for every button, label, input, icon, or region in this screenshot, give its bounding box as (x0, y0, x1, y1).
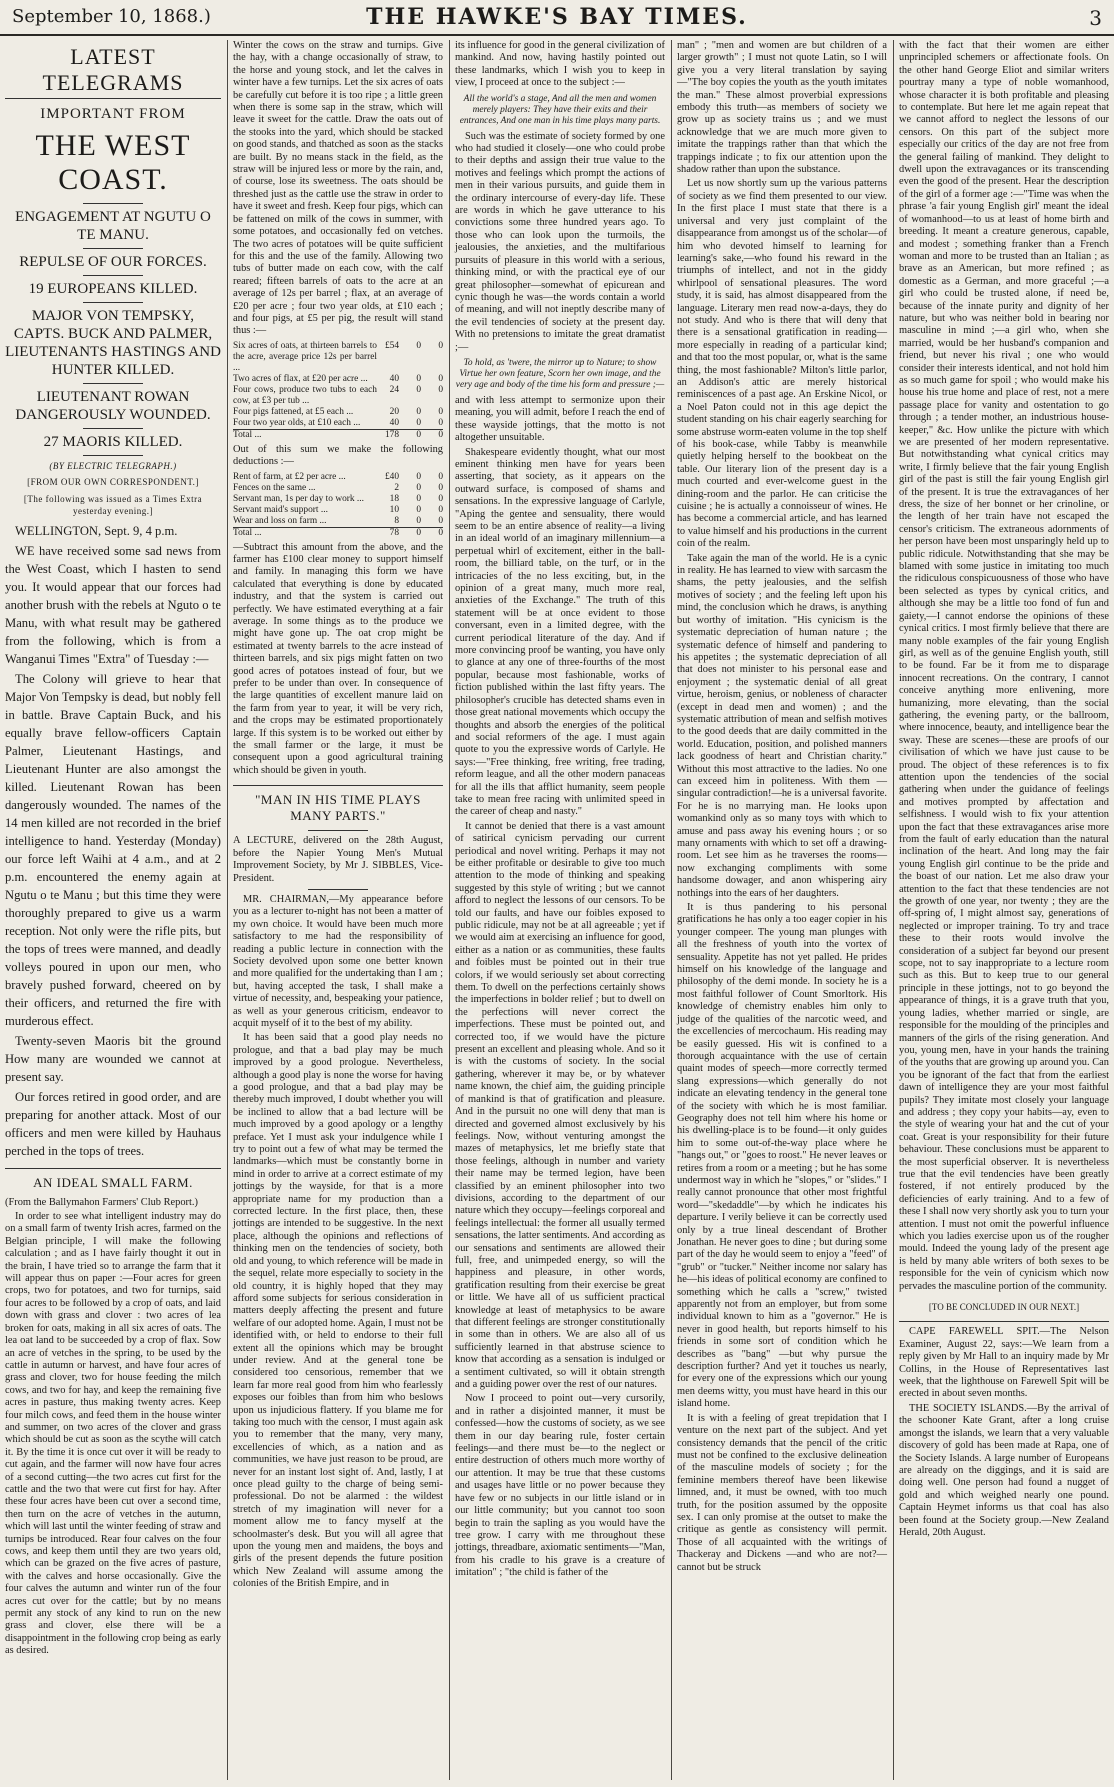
ledger-cell-s: 0 (416, 504, 421, 515)
issue-date: September 10, 1868.) (12, 6, 211, 27)
ledger-cell-item: Fences on the same ... (233, 482, 316, 493)
ledger-cell-item: Four cows, produce two tubs to each cow, at £3 per tub ... (233, 384, 377, 406)
ledger-row (233, 374, 443, 385)
article-paragraph: its influence for good in the general civilization of mankind. And now, having hastily pointed out these landmarks, which I wish you to keep in view, I proceed at once to the subject :— (455, 40, 665, 89)
ledger-cell-l: 78 (377, 527, 399, 539)
ledger-cell-item: Four two year olds, at £10 each ... (233, 417, 361, 428)
ledger-cell-l: 40 (389, 373, 399, 384)
column-1 (0, 40, 226, 1778)
article-source: (From the Ballymahon Farmers' Club Report.) (5, 1196, 198, 1208)
ledger-cell-l: 2 (394, 482, 399, 493)
ledger-row (233, 385, 443, 407)
column-2 (228, 40, 448, 1778)
ledger-cell-d: 0 (438, 384, 443, 395)
ledger-row (233, 483, 443, 494)
ledger-cell-s: 0 (416, 340, 421, 351)
ledger-cell-s: 0 (416, 373, 421, 384)
ledger-cell-l: 40 (389, 417, 399, 428)
masthead (0, 0, 1114, 36)
ledger-cell-s: 0 (416, 493, 421, 504)
ledger-cell-s: 0 (399, 429, 421, 441)
news-item-cape-farewell: CAPE FAREWELL SPIT.—The Nelson Examiner, August 22, says:—We learn from a reply given by Mr Hall to an inquiry made by Mr Collins, in the House of Representatives last week, that the lighthouse on Farewell Spit will be erected in about seven months. (899, 1326, 1109, 1400)
article-paragraph: Let us now shortly sum up the various patterns of society as we find them presented to our view. In the first place I must state that there is a universal and very just complaint of the disappearance from amongst us of the scholar—of him who devoted himself to learning for learning's sake,—who found his reward in the triumphs of intellect, and not in the giddy whirlpool of sensational pleasures. The word study, it is said, has almost disappeared from the language. Literary men read now-a-days, they do not study. And who is there that will deny that there is a sensational gratification in reading—more especially in reading of a particular kind; and that too the most popular, or, what is the same thing, the most fashionable? Milton's little parlor, an Addison's attic are merely historical reminiscences of a past age. An Erskine Nicol, or a Noel Paton could not in this age depict the student standing on his chair eagerly searching for some abstruse worm-eaten volume in the top shelf of his book-case, while Tabby is meanwhile quietly helping herself to the bookbeat on the table. Our literary lion of the present day is a much courted and ever-welcome guest in the dining-room and the parlor. He can criticise the cuisine ; he is actually a connoisseur of wines. He has become a commercial article, and has learned to value himself and his productions in the current coin of the realm. (677, 178, 887, 550)
ledger-row (233, 407, 443, 418)
article-paragraph: with the fact that their women are either unprincipled schemers or affectionate fools. On the other hand George Eliot and similar writers pourtray many a type of noble womanhood, whose character it is both profitable and pleasing to contemplate. But here let me again repeat that we cannot afford to neglect the lessons of our censors. On this part of the subject more especially our critics of the day are not free from the general failing of mankind. They delight to dwell upon the extravagances or its transcending even the good of the present. Hear the description of the girl of a former age :—"Time was when the phrase 'a fair young English girl' meant the ideal of womanhood—to us at least of home birth and breeding. It meant a creature generous, capable, and modest ; something franker than a French woman and more to be trusted than an Italian ; as brave as an American, but more refined ; as domestic as a German, and more graceful ;—a girl who could be trusted alone, if need be, because of the innate purity and dignity of her nature, but who was neither bold in bearing nor masculine in mind ;—a girl who, when she married, would be her husband's companion and friend, but never his rival ; one who would consider their interests identical, and not hold him as so much game for spoil ; who would make his house his true home and place of rest, not a mere passage place for vanity and ostentation to go through ; a tender mother, an industrious house-keeper," &c. How unlike the picture with which we are presented of her modern representative. But notwithstanding what cynical critics may write, I firmly believe that the fair young English girl of the past is still the fair young English girl of the present. It is true the extravagances of her dress, the size of her bonnet or her crinoline, or the length of her train have not escaped the censor's criticism. The extraneous adornments of her person have been most unsparingly held up to public ridicule. Notwithstanding that she may be blamed with some justice in imitating too much the ridiculous conspicuousness of those who have been selected as types by cynical critics, and although she may be a little too fond of fun and gaiety,—I cannot endorse the opinions of these cynical critics. I most firmly believe that there are many noble examples of the fair young English girl, as well as of the genuine English youth, still to be found. Far be it from me to disparage innocent recreations. On the contrary, I cannot conceive anything more enlivening, more humanizing, more elevating, than the social gathering, the evening party, or the ballroom, where innocence, beauty, and intelligence bear the sway. These are scenes—these are proofs of our civilisation of which we have just cause to be proud. The object of these references is to fix attention upon the tendencies of the social gathering when under the guidance of feelings and motives prompted by affectation and selfishness. I would wish to fix your attention upon the fact that these extravagances arise more from the fault of early education than the natural inclination of the heart. And long may the fair young English girl continue to be the pride and the boast of our nation. Let me also draw your attention to the fact that these tendencies are not the growth of one year, nor twenty ; they are the off-spring of, I might almost say, generations of neglected or improper training. To try and trace these to their roots would involve the consideration of a subject far beyond our present scope, not to say inappropriate to a lecture room such as this. But to keep true to our general principle in these jottings, not to go beyond the appearance of things, it is a grave truth that you, young ladies, whether married or single, are responsible for the moulding of the principles and manners of the girls of the rising generation. And you, young men, have in your hands the training of the youths that are growing up around you. Can you be ignorant of the fact that from the earliest dawn of intelligence they are your most faithful pupils? They imitate most closely your language and address ; they copy your habits—ay, even to the style of wearing your hat and the cut of your coat. Great is your responsibility for their future behaviour. These conclusions must be apparent to the most superficial observer. It is nevertheless true that the evil tendencies have been greatly fostered, if not entirely produced by the deficiencies of early training. And to a few of these I shall now very shortly ask you to turn your attention. I must not omit the powerful influence which you ladies exercise upon us of the rougher mould. Indeed the young lady of the present age is held by many able writers of both sexes to be responsible for the vein of cynicism which now pervades the masculine portion of the community. (899, 40, 1109, 1292)
ledger-row (233, 418, 443, 430)
article-paragraph: Twenty-seven Maoris bit the ground How many are wounded we cannot at present say. (5, 1033, 221, 1084)
ledger-row (233, 516, 443, 528)
section-heading-telegrams: LATEST TELEGRAMS (5, 44, 221, 99)
section-rule (5, 1168, 221, 1169)
headline-maoris-killed: 27 MAORIS KILLED. (43, 434, 183, 450)
ledger-cell-item: Six acres of oats, at thirteen barrels to the acre, average price 12s per barrel ... (233, 340, 377, 373)
headline-separator (83, 248, 143, 249)
deductions-ledger (233, 472, 443, 539)
headline-officers-killed: MAJOR VON TEMPSKY, CAPTS. BUCK AND PALMER, LIEUTENANTS HASTINGS AND HUNTER KILLED. (5, 308, 221, 378)
ledger-cell-s: 0 (416, 471, 421, 482)
headline-rowan-wounded: LIEUTENANT ROWAN DANGEROUSLY WOUNDED. (15, 389, 211, 423)
byline-correspondent: [FROM OUR OWN CORRESPONDENT.] (27, 477, 199, 488)
ledger-row (233, 494, 443, 505)
income-ledger (233, 341, 443, 441)
article-paragraph: —Subtract this amount from the above, and the farmer has £100 clear money to support himself and family. In managing this form we have calculated that everything is done by educated industry, and that the system is carried out perfectly. We have estimated everything at a fair average. In some things as to the produce we might have gone up. The oat crop might be estimated at twenty barrels to the acre instead of thirteen barrels, and six pigs might fatten on two good acres of potatoes instead of four, but we prefer to be under than over. In consequence of the large quantities of excellent manure laid on the farm from year to year, it will be very rich, and the crops may be estimated proportionately large. If this system is to be worked out either by the small farmer or the large, it must be consequent upon a good agricultural training which should be given in youth. (233, 541, 443, 776)
ledger-cell-d: 0 (438, 340, 443, 351)
ledger-cell-d: 0 (421, 527, 443, 539)
article-paragraph: In order to see what intelligent industry may do on a small farm of twenty Irish acres, farmed on the Belgian principle, I will make the following calculation ; and as I have fairly thought it out in the brain, I have tried so to arrange the farm that it will appear thus on paper :—Four acres for green crops, two for potatoes, and two for turnips, said four acres to be followed by a crop of oats, and laid down with grass and clover : two acres of lea broken for oats, making in all six acres of oats. The lea oat land to be succeeded by a crop of flax. Sow an acre of vetches in the spring, to be used by the cattle in autumn or harvest, and have four acres of grass and clover, two for house feeding the milch cows, and two for hay, and keep the remaining five acres in pasture, thus making twenty acres. Keep four milch cows, and feed them in the house winter and summer, on two acres of the clover and grass which should be cut as soon as the scythe will catch it. By the time it is once cut over it will be ready to cut again, and the farmer will now have four acres of a second cutting—the two acres cut first for the cattle and the two that were cut first for hay. After these four acres have been cut over a second time, then turn on the acre of vetches in the autumn, which will last until the winter feeding of straw and turnips be introduced. Rear four calves on the four cows, and keep them until they are two years old, which can be grazed on the five acres of pasture, with the calves and horse occasionally. Give the four calves the autumn and winter run of the four acres cut over for the cattle; but by no means permit any stock of any kind to run on the new grass and clover, else there will be a disappointment in the following crop being as early as desired. (5, 1211, 221, 1657)
headline-separator (83, 455, 143, 456)
ledger-cell-d: 0 (438, 515, 443, 526)
ledger-cell-item: Two acres of flax, at £20 per acre ... (233, 373, 368, 384)
ledger-cell-d: 0 (438, 493, 443, 504)
article-paragraph: It cannot be denied that there is a vast amount of satirical cynicism pervading our current periodical and novel writing. Perhaps it may not be either profitable or desirable to give too much attention to the mode of thinking and speaking suggested by this style of writing ; but we cannot afford to neglect the lessons of our censors. To be told our faults, and have our foibles exposed to public ridicule, may not be at all agreeable ; yet if we would aim at exercising an influence for good, either as a nation or as communities, these faults and foibles must be pointed out in their true colors, if we would seriously set about correcting them. To dwell on the perfections certainly shows the imperfections in bolder relief ; but to dwell on the perfections will never correct the imperfections. These must be pointed out, and corrected too, if we would have the picture present an excellent and pleasing whole. And so it is with the customs of society. In the social gathering, wherever it may be, or by whatever name known, the chief aim, the guiding principle of mankind is that of gratification and pleasure. And in the pursuit no one will deny that man is directed and governed almost exclusively by his feelings. Now, without venturing amongst the mazes of metaphysics, let me briefly state that those feelings, although in number and variety their name may be termed legion, have been classified by an eminent philosopher into two divisions, according to the department of our nature which they occupy—feelings corporeal and feelings intellectual: the former all usually termed sensations, the latter sentiments. And according as our sensations and sentiments are allowed their full, free, and unimpeded energy, so will the happiness and pleasure, in other words, gratification resulting from their exercise be great or little. We have all of us sufficient practical knowledge at least of metaphysics to be aware that different feelings are stronger constitutionally in some than in others. We are also all of us sufficiently learned in that abstruse science to know that according as a sensation is indulged or a sentiment cultivated, so will it obtain strength and a guiding power over the rest of our natures. (455, 820, 665, 1391)
ledger-cell-l: 20 (389, 406, 399, 417)
article-paragraph: WE have received some sad news from the West Coast, which I hasten to send you. It would appear that our forces had another brush with the rebels at Nguto o te Manu, with what result may be gathered from the following, which is from a Wanganui Times "Extra" of Tuesday :— (5, 543, 221, 666)
ledger-cell-d: 0 (421, 429, 443, 441)
ledger-cell-d: 0 (438, 504, 443, 515)
ledger-cell-l: £54 (384, 340, 399, 351)
headline-separator (83, 302, 143, 303)
ledger-cell-d: 0 (438, 406, 443, 417)
ledger-cell-item: Rent of farm, at £2 per acre ... (233, 471, 346, 482)
ledger-cell-l: 10 (389, 504, 399, 515)
ledger-cell-s: 0 (416, 406, 421, 417)
ledger-cell-l: 8 (394, 515, 399, 526)
article-paragraph: Winter the cows on the straw and turnips. Give the hay, with a change occasionally of straw, to the horse and young stock, and let the calves in winter have a few turnips. Let the six acres of oats be carefully cut before it is too ripe ; a little green when there is some sap in the straw, which will leave it sweet for the cattle. Draw the oats out of the stooks into the yard, which should be stacked on good stands, and thatched as soon as the stacks are built. By no means stack in the field, as the straw will be injured less or more by the rain, and, of course, lose its sweetness. The oats should be threshed just as the cattle use the straw in order to have it sweet and fresh. Keep four pigs, which can be fattened on milk of the cows in summer, with some potatoes, and occasionally fed on vetches. The two acres of potatoes will be quite sufficient for this and the use of the family. Allowing two tubs of butter made on each cow, with the calf reared; fifteen barrels of oats to the acre at an average of 12s per barrel ; flax, at an average of £20 per acre ; four two year olds, at £10 each ; and four pigs, at £5 per pig, the result will stand thus :— (233, 40, 443, 337)
article-paragraph: Shakespeare evidently thought, what our most eminent thinking men have for years been asserting, that society, as it appears on the outward surface, is composed of shams and sensations. In the expressive language of Carlyle, "Aping the gentee and sensuality, there would seem to be an entire absence of reality—a living in an ideal world of an imaginary millennium—a perpetual whirl of excitement, either in the ball-room, the billiard table, on the turf, or in the intricacies of the no less exciting, but, in the opinion of a great many, much more real, anxieties of the Exchange." The truth of this statement will be at once evident to those conversant, even in a limited degree, with the current periodical literature of the day. And if more convincing proof be wanting, you have only to glance at any one of three-fourths of the most popular, because most fashionable, works of fiction published within the last fifty years. The philosopher's crucible has detected shams even in those great national movements which occupy the thoughts and absorb the energies of the political and social reformers of the age. I must again quote to you the expressive words of Carlyle. He says:—"Free thinking, free writing, free trading, reform league, and all the other modern panaceas for all the ills that afflict humanity, seem people take to mean free racing with unlimited speed in the career of cheap and nasty." (455, 446, 665, 818)
article-paragraph: It has been said that a good play needs no prologue, and that a bad play may be much improved by a good prologue. Nevertheless, although a good play is none the worse for having a good prologue, and that a bad play may be thereby much improved, I doubt whether you will be inclined to allow that a bad lecture will be much improved by a good apology or a lengthy preface. Yet I must ask your indulgence while I try to point out a few of what may be termed the landmarks—which must be constantly borne in mind in order to arrive at a correct estimate of my jottings by the wayside, for that is a more appropriate name for my production than a corrected lecture. In the first place, then, these jottings are intended to be suggestive. In the next place, although the opinions and reflections of thinking men on the tendencies of society, both old and young, to which reference will be made in the sequel, relate more especially to society in the old country, it is highly hoped that they may afford some subjects for serious consideration in matters deeply affecting the present and future welfare of our adopted home. Again, I must not be identified with, or held to endorse to their full extent all the opinions which may be brought under review. And at the general tone be considered too censorious, remember that we learn far more real good from him who fearlessly exposes our foibles than from him who beslows upon us injudicious flattery. If you blame me for taking too much with the censor, I must again ask you to remember that the many, very many, excellencies of which, as a nation and as communities, we have just reason to be proud, are never for an instant lost sight of. And, lastly, I at once plead guilty to the charge of being semi-professional. Do not be alarmed : the wildest stretch of my imagination will never for a moment allow me to fancy myself at the schoolmaster's desk. But you will all agree that upon the young men and maidens, the boys and girls of the present depends the future position which New Zealand will assume among the colonies of the British Empire, and in (233, 1032, 443, 1590)
article-title-small-farm: AN IDEAL SMALL FARM. (33, 1174, 193, 1190)
article-paragraph: Such was the estimate of society formed by one who had studied it closely—one who could probe to their depths and assign their true value to the motives and feelings which prompt the actions of men in their various pursuits, and guide them in the ordinary intercourse of every-day life. These are words in which he gave utterance to his convictions some three hundred years ago. To those who can look upon the turmoils, the jealousies, the anxieties, and the multifarious pursuits of pleasure in this world with a serious, thinking mind, or with the practical eye of our great philosopher—somewhat of epicurean and cynic though he was—the words contain a world of meaning, and will not ineptly describe many of the evil tendencies of society at the present day. With no pretensions to imitate the great dramatist ;— (455, 130, 665, 353)
headline-engagement: ENGAGEMENT AT NGUTU O TE MANU. (15, 209, 211, 243)
ledger-cell-d: 0 (438, 471, 443, 482)
page-number: 3 (1089, 6, 1102, 30)
ledger-cell-l: 178 (377, 429, 399, 441)
ledger-cell-item: Four pigs fattened, at £5 each ... (233, 406, 354, 417)
headline-important: IMPORTANT FROM (40, 106, 186, 122)
article-paragraph: Now I proceed to point out—very cursorily, and in rather a disjointed manner, it must be confessed—how the customs of society, as we see them in our day bearing rule, foster certain feelings—and there must be—to the neglect or entire destruction of others much more worthy of our attention. It may be true that these customs and usages have little or no power because they have few or no subjects in our little island or in our little community; but you cannot too soon begin to train the sapling as you would have the tree grow. I carry with me throughout these jottings, threadbare, axiomatic sentiments—"Man, from his cradle to his grave is a creature of imitation" ; "the child is father of the (455, 1393, 665, 1579)
ledger-cell-l: £40 (384, 471, 399, 482)
ledger-cell-l: 18 (389, 493, 399, 504)
section-rule (233, 785, 443, 786)
byline-extra: [The following was issued as a Times Extra yesterday evening.] (23, 493, 203, 517)
headline-repulse: REPULSE OF OUR FORCES. (19, 254, 207, 270)
ledger-cell-l: 24 (389, 384, 399, 395)
article-paragraph: Out of this sum we make the following deductions :— (233, 443, 443, 468)
to-be-concluded-note: [TO BE CONCLUDED IN OUR NEXT.] (928, 1302, 1080, 1313)
ledger-cell-d: 0 (438, 482, 443, 493)
lecture-subtitle: A LECTURE, delivered on the 28th August, before the Napier Young Men's Mutual Improvement Society, by Mr J. SIBBLES, Vice-President. (233, 835, 443, 884)
byline-telegraph: (BY ELECTRIC TELEGRAPH.) (49, 461, 177, 471)
ledger-cell-s: 0 (416, 384, 421, 395)
quoted-verse: All the world's a stage, And all the men and women merely players: They have their exits and their entrances, And one man in his time plays many parts. (459, 93, 661, 126)
article-paragraph: It is thus pandering to his personal gratifications he has only a too eager copier in his younger compeer. The young man plunges with all the freshness of youth into the vortex of sensuality. Appetite has not yet palled. He prides himself on his knowledge of the language and philosophy of the demi monde. In society he is a most faithful follower of Count Smorltork. His knowledge of chemistry enables him only to judge of the qualities of the narcotic weed, and the excellencies of mercochaum. His reading may be easily guessed. His wit is confined to a thorough acquaintance with the use of certain quaint modes of speech—more correctly termed slang expressions—which generally do not indicate an elevating tendency in the general tone of the society with which he is most familiar. Geography does not tell him where his home or his dwelling-place is to be found—it only guides him to some out-of-the-way place where he "hangs out," or "goes to roost." He never leaves or retires from a room or a meeting ; but he has some undermost way in which he "slopes," or "slides." I really cannot pronounce that other most frightful word—"skedaddle"—by which he indicates his departure. I verily believe it can be correctly used only by a true lineal descendant of Brother Jonathan. He never goes to dine ; but during some part of the day he would seem to enjoy a "feed" of "grub" or "tucker." Neither income nor salary has he—his ideas of political economy are confined to something which he calls a "screw," twisted apparently not from an employer, but from some individual known to him as a "governor." He is never in good health, but reports himself to his friends in some sort of condition which he describes as "bang" —but why pursue the description further? And yet it touches us nearly, for every one of the expressions which our young men deems witty, you must have heard in this our island home. (677, 902, 887, 1410)
ledger-cell-d: 0 (438, 417, 443, 428)
article-paragraph: The Colony will grieve to hear that Major Von Tempsky is dead, but nobly fell in battle. Brave Captain Buck, and his equally brave fellow-officers Captain Palmer, Lieutenant Hastings, and Lieutenant Hunter are also amongst the killed. Lieutenant Rowan has been dangerously wounded. The names of the 14 men killed are not recorded in the brief intelligence to hand. Yesterday (Monday) our force left Waihi at 4 a.m., and at 2 p.m. encountered the enemy again at Ngutu o te Manu ; but this time they were thoroughly prepared to give us a warm reception. Not only were the rifle pits, but the tops of trees were manned, and deadly volleys poured in upon our men, who bravely pushed forward, cheered on by their officers, and returned the fire with murderous effect. (5, 671, 221, 1028)
ledger-cell-s: 0 (416, 515, 421, 526)
news-item-society-islands: THE SOCIETY ISLANDS.—By the arrival of the schooner Kate Grant, after a long cruise amongst the islands, we learn that a very valuable discovery of gold has been made at Rapa, one of the Society Islands. A large number of Europeans are already on the diggings, and it is said are doing well. One person had found a nugget of gold and which weighed nearly one pound. Captain Heymet informs us that coal has also been found at the Society group.—New Zealand Herald, 20th August. (899, 1402, 1109, 1538)
newspaper-title: THE HAWKE'S BAY TIMES. (366, 4, 748, 30)
headline-separator (83, 203, 143, 204)
headline-europeans-killed: 19 EUROPEANS KILLED. (28, 281, 198, 297)
headline-separator (83, 383, 143, 384)
dateline: WELLINGTON, Sept. 9, 4 p.m. (15, 523, 178, 538)
ledger-total-row (233, 527, 443, 539)
ledger-cell-item: Total ... (233, 527, 377, 539)
quoted-verse: To hold, as 'twere, the mirror up to Nature; to show Virtue her own feature, Scorn her own image, and the very age and body of the time his form and pressure ;— (455, 357, 665, 390)
article-paragraph: and with less attempt to sermonize upon their meaning, you will admit, before I reach the end of these wayside jottings, that the motto is not altogether unsuitable. (455, 394, 665, 444)
ledger-cell-s: 0 (416, 417, 421, 428)
ledger-cell-d: 0 (438, 373, 443, 384)
ledger-total-row (233, 429, 443, 441)
column-3 (450, 40, 670, 1778)
section-rule (899, 1321, 1109, 1322)
ledger-cell-s: 0 (399, 527, 421, 539)
headline-separator (308, 830, 368, 831)
ledger-cell-item: Wear and loss on farm ... (233, 515, 327, 526)
headline-separator (83, 428, 143, 429)
headline-separator (308, 889, 368, 890)
ledger-row (233, 341, 443, 374)
ledger-row (233, 472, 443, 483)
column-5 (894, 40, 1114, 1778)
article-paragraph: Take again the man of the world. He is a cynic in reality. He has learned to view with sarcasm the shams, the petty jealousies, and the selfish motives of society ; and the feeling left upon his mind, the conclusion which he draws, is anything but worthy of imitation. "His cynicism is the systematic depreciation of human nature ; the systematic defence of himself and pandering to his appetites ; the systematic depreciation of all that does not minister to his personal ease and enjoyment ; the systematic denial of all great virtue, heroism, genius, or nobleness of character (except in dead men and women) ; and the systematic attribution of mean and selfish motives to the good deeds that are daily committed in the world. Education, position, and polished manners lack goodness of heart and Christian charity." Without this most attractive to the ladies. No one can exceed him in politeness. With them —singular contradiction!—he is a universal favorite. For he is no marrying man. He looks upon womankind only as so many toys with which to amuse and pass away his evening hours ; or so many ornaments with which to set off a drawing-room. Let see him as he traverses the rooms—now exchanging compliments with some handsome dowager, and anon whispering airy nothings into the ears of her daughters. (677, 552, 887, 899)
article-paragraph: Our forces retired in good order, and are preparing for another attack. Most of our officers and men were killed by Hauhaus perched in the tops of trees. (5, 1089, 221, 1158)
ledger-cell-item: Servant man, 1s per day to work ... (233, 493, 364, 504)
headline-separator (83, 275, 143, 276)
headline-west-coast: THE WEST COAST. (35, 129, 191, 196)
article-paragraph: MR. CHAIRMAN,—My appearance before you as a lecturer to-night has not been a matter of my own choice. It would have been much more satisfactory to me had the responsibility of reading a public lecture in connection with the Society devolved upon some one better known and more qualified for the undertaking than I am ; but, having accepted the task, I shall make a virtue of necessity, and, bespeaking your patience, as well as your generous criticism, endeavor to acquit myself of it to the best of my ability. (233, 893, 443, 1029)
article-title-lecture: "MAN IN HIS TIME PLAYS MANY PARTS." (255, 792, 421, 824)
ledger-cell-item: Servant maid's support ... (233, 504, 328, 515)
column-4 (672, 40, 892, 1778)
ledger-cell-s: 0 (416, 482, 421, 493)
ledger-row (233, 505, 443, 516)
ledger-cell-item: Total ... (233, 429, 377, 441)
article-paragraph: man" ; "men and women are but children of a larger growth" ; I must not quote Latin, so I will give you a very literal translation by saying—"The boy copies the youth as the youth imitates the man." These almost proverbial expressions embody this truth—as members of society we grow up as society trains us ; and we must acknowledge that we are much more given to imitate the trappings rather than that which the trappings indicate ; to fix our attention upon the shadow rather than upon the substance. (677, 40, 887, 176)
article-paragraph: It is with a feeling of great trepidation that I venture on the next part of the subject. And yet consistency demands that the pencil of the critic must not be confined to the exclusive delineation of the masculine models of society ; for the feminine members thereof have been likewise limned, and, it must be owned, with too much truth, for the position assumed by the opposite sex. I can only promise at the outset to make the critique as gentle as consistency will permit. Those of all acquainted with the writings of Thackeray and Dickens —and who are not?—cannot but be struck (677, 1412, 887, 1573)
